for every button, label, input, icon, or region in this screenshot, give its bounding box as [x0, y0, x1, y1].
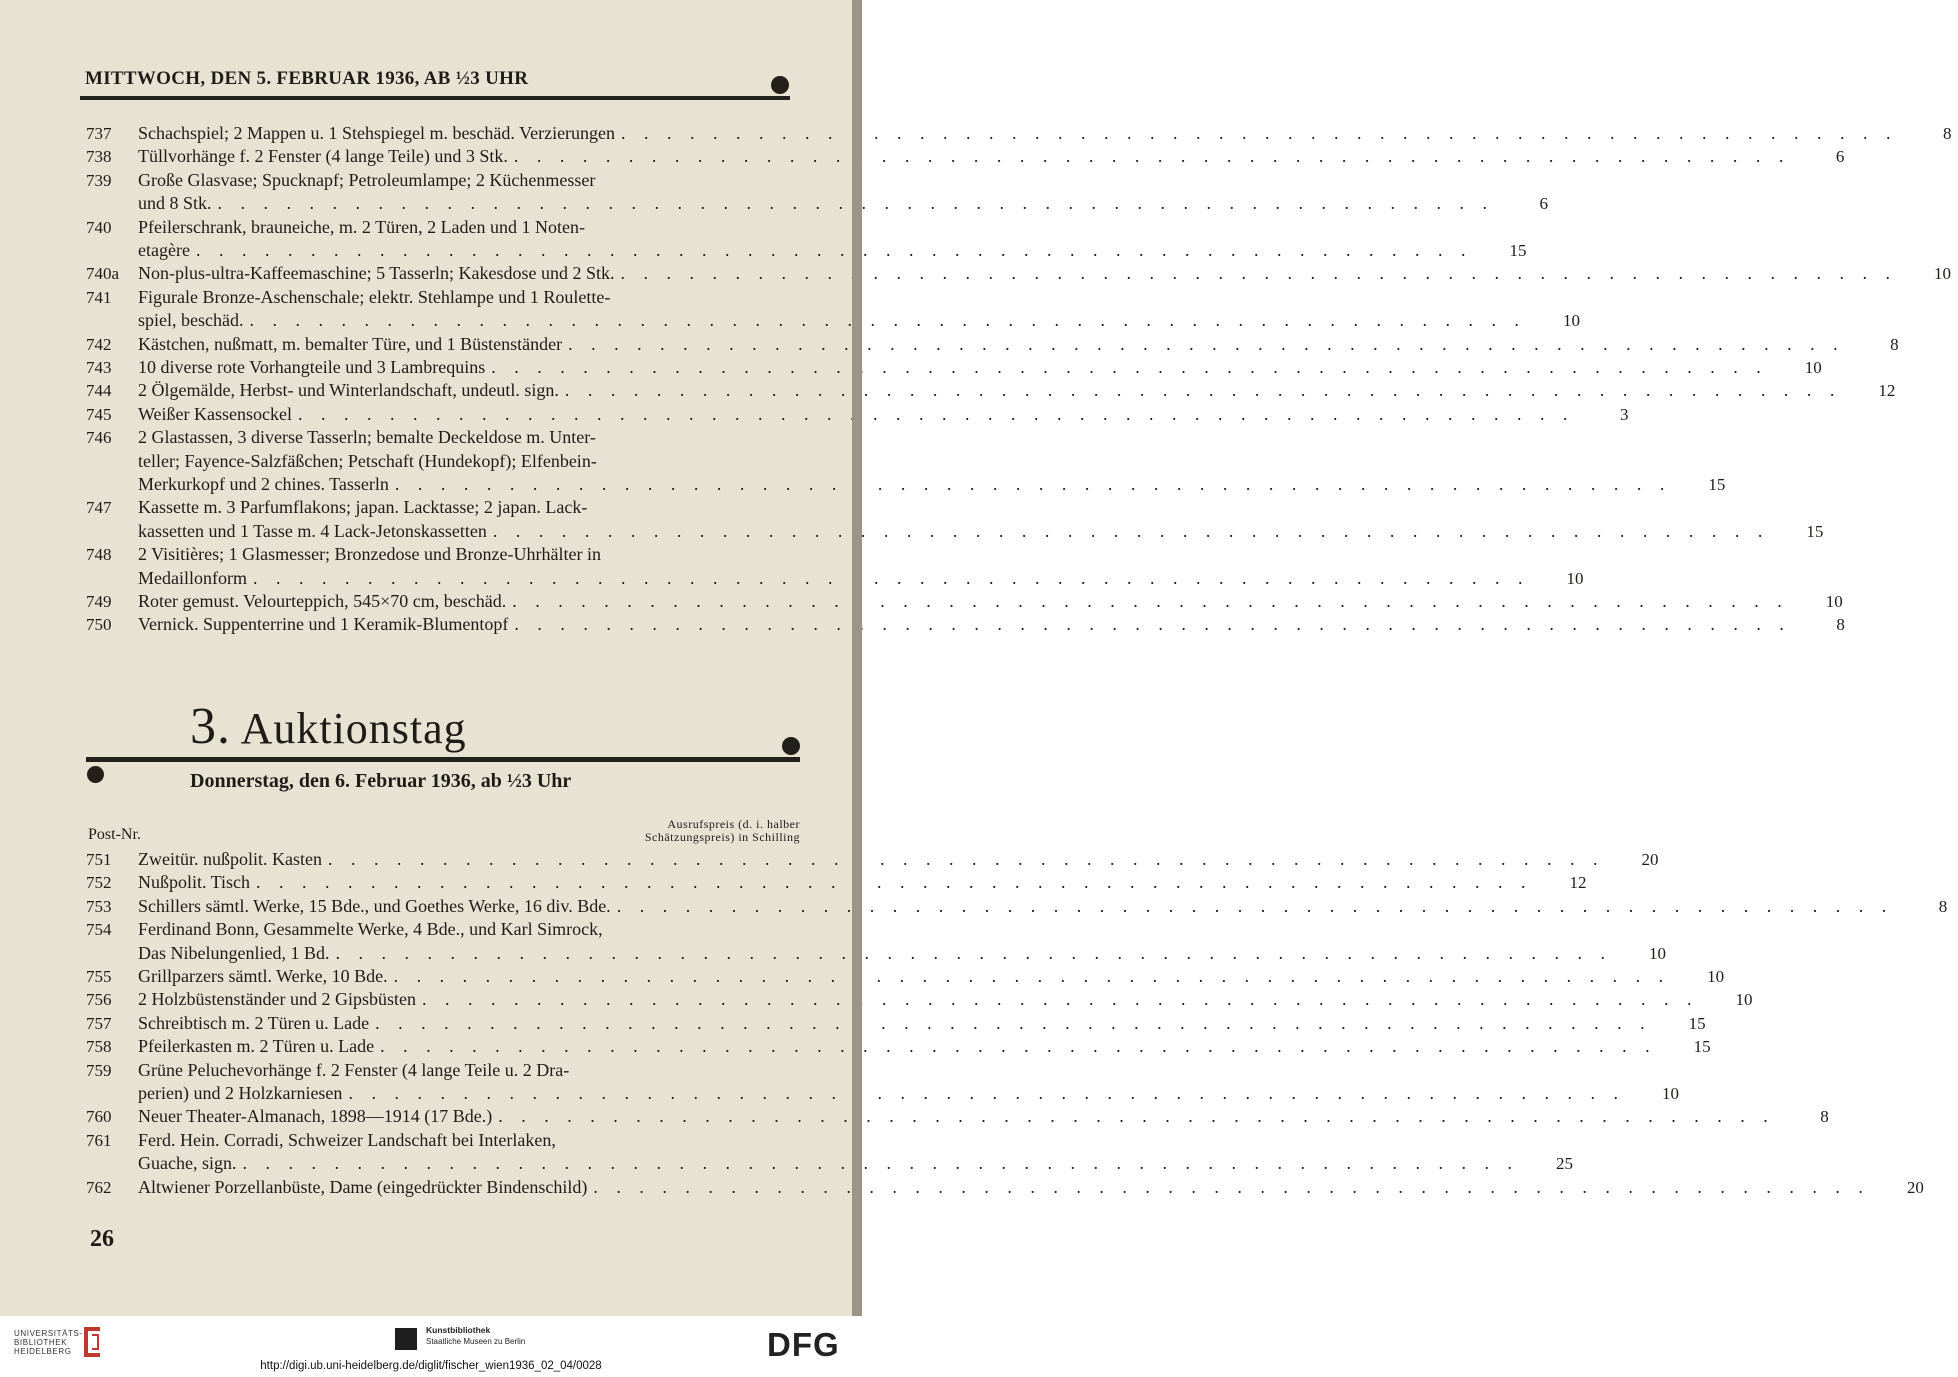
- price-spacer: [1612, 918, 1672, 941]
- dot-leader: [236, 1152, 1519, 1175]
- lot-number: 761: [86, 1130, 112, 1150]
- dot-leader: [614, 262, 1897, 285]
- lot-description: [138, 426, 1731, 496]
- description-text: Große Glasvase; Spucknapf; Petroleumlampe; 2 Küchenmesser: [138, 169, 596, 190]
- lot-price: 10: [1933, 264, 1951, 284]
- section-title: [190, 697, 467, 756]
- uni-line-1: UNIVERSITÄTS-: [14, 1329, 83, 1338]
- lot-entry: [86, 496, 1824, 543]
- description-line: [138, 613, 1851, 636]
- lot-price: 10: [1566, 568, 1584, 588]
- description-line: [138, 895, 1953, 918]
- dot-leader: [250, 871, 1533, 894]
- lot-price: 10: [1804, 357, 1822, 377]
- description-text: Roter gemust. Velourteppich, 545×70 cm, beschäd.: [138, 590, 507, 611]
- lot-entry: [86, 379, 1896, 402]
- lot-price: 8: [1938, 896, 1948, 916]
- lot-price: 8: [1820, 1107, 1829, 1127]
- description-text: perien) und 2 Holzkarniesen: [138, 1083, 343, 1104]
- description-line: [138, 262, 1957, 285]
- dot-leader: [292, 403, 1575, 426]
- lot-description: [138, 1105, 1835, 1128]
- lot-number: 740a: [86, 264, 120, 284]
- lot-description: [138, 871, 1593, 894]
- lot-number: 756: [86, 990, 112, 1010]
- description-line: [138, 122, 1958, 145]
- description-text: Das Nibelungenlied, 1 Bd.: [138, 942, 330, 963]
- lot-description: [138, 216, 1532, 263]
- lot-price: 15: [1806, 521, 1824, 541]
- description-line: [138, 403, 1635, 426]
- lot-description: [138, 1059, 1685, 1106]
- lot-number: 739: [86, 170, 112, 190]
- lot-description: [138, 1012, 1712, 1035]
- lot-number: 750: [86, 615, 112, 635]
- lot-entry: [86, 145, 1845, 168]
- description-line: [138, 473, 1731, 496]
- description-line: [138, 871, 1593, 894]
- lot-entry: [86, 403, 1629, 426]
- dot-leader: [369, 1012, 1652, 1035]
- description-text: Zweitür. nußpolit. Kasten: [138, 849, 322, 869]
- dot-leader: [416, 988, 1699, 1011]
- lot-entry: [86, 216, 1527, 263]
- description-line: [138, 239, 1532, 262]
- lot-number: 751: [86, 850, 112, 869]
- lot-number: 742: [86, 334, 112, 354]
- lot-entry: [86, 426, 1726, 496]
- description-text: spiel, beschäd.: [138, 310, 244, 331]
- dot-leader: [247, 567, 1530, 590]
- dot-leader: [329, 942, 1612, 965]
- dot-leader: [506, 590, 1789, 613]
- description-text: Vernick. Suppenterrine und 1 Keramik-Blumentopf: [138, 614, 509, 635]
- lot-number: 759: [86, 1060, 112, 1080]
- lot-number: 743: [86, 357, 112, 377]
- description-text: teller; Fayence-Salzfäßchen; Petschaft (Hundekopf); Elfenbein-: [138, 450, 597, 471]
- description-line: [138, 192, 1554, 215]
- lot-entry: [86, 988, 1753, 1011]
- lot-entry: [86, 1129, 1573, 1176]
- lot-entry: [86, 122, 1952, 145]
- description-text: Non-plus-ultra-Kaffeemaschine; 5 Tasserln; Kakesdose und 2 Stk.: [138, 263, 615, 284]
- description-text: Grüne Peluchevorhänge f. 2 Fenster (4 lange Teile u. 2 Dra-: [138, 1059, 570, 1080]
- description-text: Medaillonform: [138, 567, 247, 588]
- description-line: [138, 988, 1758, 1011]
- lot-description: [138, 169, 1554, 216]
- section-bullet-left: [87, 766, 104, 783]
- lot-description: [138, 333, 1905, 356]
- description-line: [138, 543, 1589, 566]
- lot-list-day3: [86, 848, 1948, 1199]
- description-line: [138, 520, 1829, 543]
- lot-price: 12: [1569, 873, 1587, 893]
- lot-number: 757: [86, 1013, 112, 1033]
- lot-number: 738: [86, 147, 112, 167]
- description-line: [138, 942, 1672, 965]
- dot-leader: [190, 239, 1473, 262]
- description-line: [138, 1012, 1712, 1035]
- description-text: Grillparzers sämtl. Werke, 10 Bde.: [138, 966, 388, 986]
- lot-number: 740: [86, 217, 112, 237]
- description-line: [138, 169, 1554, 192]
- dot-leader: [508, 613, 1791, 636]
- source-url[interactable]: http://digi.ub.uni-heidelberg.de/diglit/fischer_wien1936_02_04/0028: [260, 1360, 602, 1372]
- price-spacer: [1769, 496, 1829, 519]
- lot-entry: [86, 613, 1845, 636]
- lot-price: 6: [1539, 194, 1549, 214]
- header-bullet: [771, 76, 789, 94]
- lot-number: 755: [86, 967, 112, 986]
- dot-leader: [562, 333, 1845, 356]
- dot-leader: [389, 473, 1672, 496]
- description-text: und 8 Stk.: [138, 193, 212, 214]
- lot-description: [138, 988, 1758, 1011]
- price-spacer: [1526, 286, 1586, 309]
- lot-description: [138, 613, 1851, 636]
- day-heading: Donnerstag, den 6. Februar 1936, ab ½3 Uhr: [190, 770, 572, 792]
- description-text: Merkurkopf und 2 chines. Tasserln: [138, 473, 389, 494]
- lot-description: [138, 145, 1850, 168]
- dot-leader: [587, 1176, 1870, 1199]
- page-edge: [852, 0, 862, 1316]
- dot-leader: [485, 356, 1768, 379]
- lot-price: 8: [1890, 334, 1899, 354]
- lot-entry: [86, 895, 1948, 918]
- lot-description: [138, 379, 1901, 402]
- lot-number: 762: [86, 1177, 112, 1197]
- lot-price: 8: [1943, 124, 1952, 143]
- lot-number: 748: [86, 545, 112, 565]
- dot-leader: [243, 309, 1526, 332]
- lot-number: 746: [86, 428, 112, 448]
- lot-price: 3: [1620, 404, 1629, 424]
- dot-leader: [611, 895, 1894, 918]
- description-line: [138, 848, 1664, 871]
- lot-price: 6: [1835, 147, 1845, 167]
- description-text: Nußpolit. Tisch: [138, 872, 251, 893]
- description-text: Pfeilerschrank, brauneiche, m. 2 Türen, 2 Laden und 1 Noten-: [138, 216, 586, 237]
- university-library-label: [14, 1329, 83, 1356]
- dot-leader: [615, 122, 1898, 145]
- description-text: Figurale Bronze-Aschenschale; elektr. Stehlampe und 1 Roulette-: [138, 286, 611, 307]
- description-line: [138, 496, 1829, 519]
- lot-description: [138, 122, 1958, 145]
- lot-entry: [86, 1012, 1706, 1035]
- section-bullet-right: [782, 737, 800, 755]
- lot-entry: [86, 169, 1549, 216]
- dot-leader: [322, 848, 1605, 871]
- description-text: Neuer Theater-Almanach, 1898—1914 (17 Bde.): [138, 1106, 493, 1127]
- description-text: Pfeilerkasten m. 2 Türen u. Lade: [138, 1036, 375, 1057]
- description-text: Ferd. Hein. Corradi, Schweizer Landschaft bei Interlaken,: [138, 1129, 556, 1150]
- lot-entry: [86, 871, 1587, 894]
- lot-entry: [86, 333, 1899, 356]
- university-logo-icon: [80, 1325, 104, 1359]
- kunstbibliothek-logo-icon: [395, 1328, 417, 1350]
- lot-price: 15: [1509, 240, 1527, 260]
- dot-leader: [559, 379, 1842, 402]
- column-header-post-nr: Post-Nr.: [88, 826, 141, 843]
- description-line: [138, 1059, 1685, 1082]
- dot-leader: [388, 965, 1671, 988]
- price-spacer: [1472, 216, 1532, 239]
- lot-number: 752: [86, 873, 112, 893]
- description-text: Schachspiel; 2 Mappen u. 1 Stehspiegel m. beschäd. Verzierungen: [138, 123, 616, 143]
- kb-line-1: Kunstbibliothek: [426, 1325, 491, 1335]
- description-text: Kassette m. 3 Parfumflakons; japan. Lacktasse; 2 japan. Lack-: [138, 497, 588, 518]
- kunstbibliothek-label: [426, 1325, 525, 1347]
- lot-description: [138, 1176, 1930, 1199]
- description-line: [138, 356, 1828, 379]
- lot-price: 20: [1641, 850, 1659, 869]
- lot-entry: [86, 918, 1666, 965]
- description-text: kassetten und 1 Tasse m. 4 Lack-Jetonskassetten: [138, 520, 487, 541]
- price-spacer: [1494, 169, 1554, 192]
- lot-price: 10: [1735, 990, 1753, 1010]
- section-number: 3.: [190, 698, 231, 755]
- lot-price: 8: [1836, 615, 1845, 635]
- dot-leader: [342, 1082, 1625, 1105]
- lot-entry: [86, 356, 1822, 379]
- section-rule: [86, 757, 800, 762]
- kb-line-2: Staatliche Museen zu Berlin: [426, 1337, 526, 1346]
- description-line: [138, 450, 1731, 473]
- description-text: etagère: [138, 239, 190, 260]
- description-text: Weißer Kassensockel: [138, 403, 292, 424]
- description-text: Schreibtisch m. 2 Türen u. Lade: [138, 1012, 370, 1033]
- description-text: 2 Glastassen, 3 diverse Tasserln; bemalte Deckeldose m. Unter-: [138, 427, 596, 448]
- description-line: [138, 145, 1850, 168]
- dfg-logo: DFG: [767, 1326, 840, 1363]
- lot-number: 744: [86, 381, 112, 401]
- description-text: Kästchen, nußmatt, m. bemalter Türe, und 1 Büstenständer: [138, 333, 563, 354]
- lot-entry: [86, 590, 1843, 613]
- lot-price: 15: [1688, 1013, 1706, 1033]
- lot-description: [138, 262, 1957, 285]
- dot-leader: [374, 1035, 1657, 1058]
- price-spacer: [1671, 450, 1731, 473]
- page-number: 26: [90, 1226, 114, 1252]
- lot-price: 10: [1562, 311, 1580, 331]
- lot-description: [138, 1035, 1717, 1058]
- description-text: Schillers sämtl. Werke, 15 Bde., und Goethes Werke, 16 div. Bde.: [138, 895, 611, 916]
- description-line: [138, 965, 1730, 988]
- description-text: 10 diverse rote Vorhangteile und 3 Lambrequins: [138, 356, 486, 377]
- lot-number: 758: [86, 1037, 112, 1057]
- description-text: 2 Visitières; 1 Glasmesser; Bronzedose und Bronze-Uhrhälter in: [138, 544, 601, 565]
- lot-description: [138, 848, 1664, 871]
- price-spacer: [1519, 1129, 1579, 1152]
- lot-number: 745: [86, 404, 112, 424]
- lot-entry: [86, 1105, 1829, 1128]
- description-text: 2 Holzbüstenständer und 2 Gipsbüsten: [138, 989, 416, 1010]
- lot-number: 754: [86, 920, 112, 940]
- description-line: [138, 426, 1731, 449]
- lot-entry: [86, 1035, 1711, 1058]
- price-spacer: [1529, 543, 1589, 566]
- lot-entry: [86, 965, 1725, 988]
- description-line: [138, 1105, 1835, 1128]
- lot-list-day2: [86, 122, 1952, 637]
- lot-number: 753: [86, 896, 112, 916]
- lot-description: [138, 543, 1589, 590]
- running-header: MITTWOCH, DEN 5. FEBRUAR 1936, AB ½3 UHR: [85, 68, 529, 89]
- lot-description: [138, 356, 1828, 379]
- description-line: [138, 1035, 1717, 1058]
- uni-line-2: BIBLIOTHEK: [14, 1338, 68, 1347]
- section-title-text: Auktionstag: [240, 704, 467, 753]
- lot-number: 760: [86, 1107, 112, 1127]
- lot-entry: [86, 1176, 1924, 1199]
- description-line: [138, 590, 1849, 613]
- lot-description: [138, 496, 1829, 543]
- lot-price: 15: [1693, 1037, 1711, 1057]
- price-spacer: [1671, 426, 1731, 449]
- lot-entry: [86, 848, 1659, 871]
- description-line: [138, 918, 1672, 941]
- lot-description: [138, 965, 1730, 988]
- description-line: [138, 567, 1589, 590]
- lot-price: 10: [1707, 967, 1725, 986]
- header-rule: [80, 96, 790, 100]
- lot-entry: [86, 286, 1580, 333]
- description-line: [138, 216, 1532, 239]
- lot-number: 747: [86, 498, 112, 518]
- lot-price: 25: [1555, 1154, 1573, 1174]
- lot-price: 10: [1661, 1084, 1679, 1104]
- description-text: Guache, sign.: [138, 1153, 237, 1174]
- lot-price: 10: [1825, 591, 1843, 611]
- lot-description: [138, 590, 1849, 613]
- price-header-line2: Schätzungspreis) in Schilling: [644, 830, 800, 844]
- lot-number: 749: [86, 591, 112, 611]
- description-text: Tüllvorhänge f. 2 Fenster (4 lange Teile) und 3 Stk.: [138, 146, 508, 167]
- lot-number: 737: [86, 124, 112, 143]
- lot-price: 15: [1708, 474, 1726, 494]
- column-header-price: [540, 818, 800, 844]
- description-line: [138, 379, 1901, 402]
- dot-leader: [492, 1105, 1775, 1128]
- lot-entry: [86, 262, 1951, 285]
- price-spacer: [1625, 1059, 1685, 1082]
- lot-description: [138, 403, 1635, 426]
- lot-price: 10: [1648, 943, 1666, 963]
- description-text: 2 Ölgemälde, Herbst- und Winterlandschaft, undeutl. sign.: [138, 380, 559, 401]
- price-header-line1: Ausrufspreis (d. i. halber: [667, 817, 800, 831]
- lot-number: 741: [86, 287, 112, 307]
- lot-price: 12: [1878, 381, 1896, 401]
- lot-price: 20: [1906, 1177, 1924, 1197]
- uni-line-3: HEIDELBERG: [14, 1347, 72, 1356]
- lot-description: [138, 895, 1953, 918]
- description-text: Altwiener Porzellanbüste, Dame (eingedrückter Bindenschild): [138, 1176, 588, 1197]
- lot-entry: [86, 543, 1584, 590]
- description-line: [138, 1082, 1685, 1105]
- dot-leader: [487, 520, 1770, 543]
- lot-entry: [86, 1059, 1679, 1106]
- dot-leader: [508, 145, 1791, 168]
- description-text: Ferdinand Bonn, Gesammelte Werke, 4 Bde., und Karl Simrock,: [138, 919, 603, 940]
- description-line: [138, 1176, 1930, 1199]
- lot-description: [138, 918, 1672, 965]
- description-line: [138, 333, 1905, 356]
